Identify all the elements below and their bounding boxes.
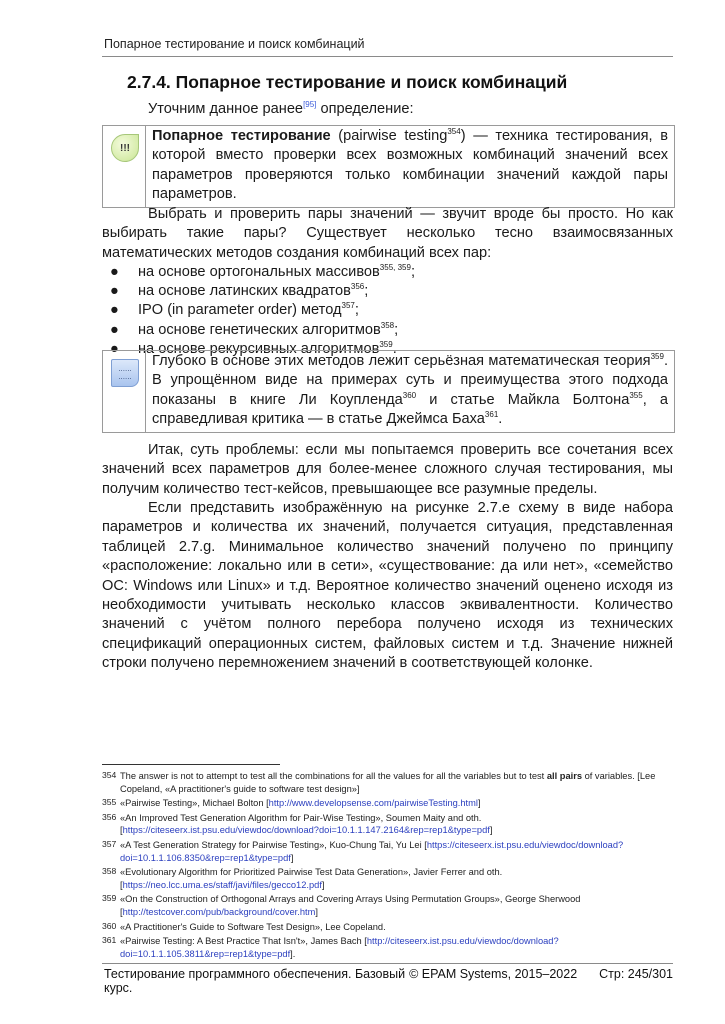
running-header: Попарное тестирование и поиск комбинаций: [104, 37, 365, 51]
footnote-link[interactable]: http://www.developsense.com/pairwiseTesting.html: [268, 798, 478, 809]
list-item-text: на основе ортогональных массивов: [138, 264, 380, 280]
footnote-link[interactable]: http://citeseerx.ist.psu.edu/viewdoc/download?doi=10.1.1.105.3811&rep=rep1&type=pdf: [120, 936, 559, 959]
footnote-text: «A Test Generation Strategy for Pairwise Testing», Kuo-Chung Tai, Yu Lei [: [120, 839, 427, 850]
bullet-icon: ●: [110, 302, 119, 319]
definition-text-part: (pairwise testing: [330, 128, 448, 144]
exclamation-note-icon: !!!: [111, 134, 139, 162]
footnote-number: 361: [102, 935, 117, 946]
table-description-paragraph: Если представить изображённую на рисунке 2.7.e схему в виде набора параметров и количества их значений, получается ситуация, представленная таблицей 2.7.g. Минимальное количество значений получено по принципу «расположение: локально или в сети», «существование: да или нет», «семейство ОС: Windows или Linux» и т.д. Вероятное количество значений оценено исходя из необходимости учитывать несколько классов эквивалентности. Количество значений с учётом полного перебора получено исходя из технических спецификаций операционных систем, файловых систем и т.д. Значение нижней строки получено перемножением значений в соответствующей колонке.: [102, 500, 673, 672]
note-text-part: Глубоко в основе этих методов лежит серьёзная математическая теория: [152, 353, 651, 369]
footnote-item: [102, 866, 673, 891]
bullet-icon: ●: [110, 283, 119, 300]
list-item-text: на основе генетических алгоритмов: [138, 321, 381, 338]
footnote-text: ]: [321, 879, 325, 890]
footnote-text: «Pairwise Testing», Michael Bolton [: [120, 798, 269, 809]
footer-copyright: © EPAM Systems, 2015–2022: [409, 967, 578, 981]
footnote-ref[interactable]: 360: [402, 390, 417, 400]
definition-text: [146, 126, 674, 207]
list-item: [102, 301, 673, 320]
footer-divider: [102, 963, 673, 964]
footnote-item: [102, 770, 673, 795]
page-footer: [104, 967, 673, 995]
footnote-link[interactable]: https://neo.lcc.uma.es/staff/javi/files/gecco12.pdf: [122, 879, 322, 890]
footnote-number: 356: [102, 811, 117, 822]
methods-paragraph: Выбрать и проверить пары значений — звучит вроде бы просто. Но как выбирать такие пары? Существует несколько тесно взаимосвязанных математических методов создания комбинаций всех пар:: [102, 206, 673, 261]
footnote-ref[interactable]: 359: [379, 339, 393, 349]
footnote-item: [102, 797, 673, 810]
list-item-end: ;: [410, 264, 415, 280]
note-box: [102, 350, 675, 433]
footnote-text: ]: [489, 825, 493, 836]
list-item-text: на основе латинских квадратов: [138, 283, 351, 300]
definition-text-part: ) — техника тестирования, в которой вместо проверки всех возможных комбинаций значений всех параметров проверяются только комбинации значений каждой пары параметров.: [152, 128, 668, 203]
footnote-number: 359: [102, 893, 117, 904]
footnote-ref[interactable]: 355: [629, 390, 643, 400]
footnote-text: ]: [477, 798, 481, 809]
footnote-ref[interactable]: 357: [341, 301, 355, 311]
list-item: [102, 282, 673, 301]
intro-text-end: определение:: [316, 101, 414, 117]
footnote-link[interactable]: http://testcover.com/pub/background/cover.htm: [122, 906, 316, 917]
footnote-text: «A Practitioner's Guide to Software Test Design», Lee Copeland.: [120, 921, 386, 932]
bullet-icon: ●: [110, 340, 119, 357]
definition-icon-cell: [103, 126, 146, 207]
note-text-part: , а справедливая критика — в статье Джеймса Баха: [152, 391, 668, 428]
footnote-text: «On the Construction of Orthogonal Arrays and Covering Arrays Using Permutation Groups», George Sherwood [: [120, 894, 581, 917]
footnote-item: [102, 839, 673, 864]
footnote-text: ]: [290, 852, 294, 863]
list-item-text: на основе рекурсивных алгоритмов: [138, 340, 380, 357]
intro-text: Уточним данное ранее: [148, 101, 304, 117]
bullet-icon: ●: [110, 264, 119, 280]
note-icon-line: ......: [118, 372, 132, 381]
intro-paragraph: [148, 100, 673, 119]
footer-book-title: Тестирование программного обеспечения. Базовый курс.: [104, 967, 406, 995]
footnote-text: The answer is not to attempt to test all the combinations for all the values for all the variables but to test: [120, 771, 547, 781]
footnote-text: «An Improved Test Generation Algorithm for Pair-Wise Testing», Soumen Maity and oth. [: [120, 812, 482, 836]
header-divider: [102, 56, 673, 57]
note-text-part: и статье Майкла Болтона: [416, 391, 630, 408]
footnote-link[interactable]: https://citeseerx.ist.psu.edu/viewdoc/download?doi=10.1.1.106.8350&rep=rep1&type=pdf: [120, 839, 624, 863]
footer-page-number: Стр: 245/301: [599, 967, 673, 981]
footnote-number: 354: [102, 770, 117, 780]
definition-term: Попарное тестирование: [152, 128, 331, 144]
note-text: [146, 351, 674, 432]
footnote-text: «Evolutionary Algorithm for Prioritized Pairwise Test Data Generation», Javier Ferrer and oth. [: [120, 867, 503, 890]
list-item-end: .: [392, 340, 397, 357]
definition-box: [102, 125, 675, 208]
list-item-text: IPO (in parameter order) метод: [138, 302, 342, 319]
note-text-part: . В упрощённом виде на примерах суть и преимущества этого подхода показаны в книге Ли Коупленда: [152, 353, 668, 408]
footnote-link[interactable]: https://citeseerx.ist.psu.edu/viewdoc/download?doi=10.1.1.147.2164&rep=rep1&type=pdf: [122, 825, 490, 836]
list-item: [102, 321, 673, 340]
footnote-item: [102, 812, 673, 837]
footnote-text: all pairs: [546, 771, 582, 781]
list-item-end: ;: [364, 283, 369, 300]
problem-paragraph: Итак, суть проблемы: если мы попытаемся проверить все сочетания всех значений всех параметров для более-менее сложного случая тестирования, мы получим количество тест-кейсов, превышающее все разумные пределы.: [102, 442, 673, 497]
list-item-end: ;: [354, 302, 359, 319]
note-text-part: .: [498, 411, 503, 428]
footnote-number: 355: [102, 797, 117, 808]
footnote-ref[interactable]: 359: [650, 352, 664, 362]
section-title: 2.7.4. Попарное тестирование и поиск комбинаций: [127, 72, 568, 92]
footnote-item: [102, 921, 673, 934]
note-icon-cell: [103, 351, 146, 432]
footnote-ref[interactable]: 358: [380, 320, 395, 330]
footnote-text: ]: [315, 906, 318, 917]
reference-link[interactable]: [95]: [303, 100, 317, 110]
footnote-ref[interactable]: 354: [447, 127, 461, 137]
note-icon-line: ......: [118, 364, 132, 373]
footnote-text: of variables. [Lee Copeland, «A practitioner's guide to software test design»]: [120, 771, 656, 794]
footnote-number: 358: [102, 866, 117, 877]
list-item: [102, 263, 673, 282]
footnote-text: «Pairwise Testing: A Best Practice That Isn't», James Bach [: [120, 936, 367, 947]
footnote-item: [102, 893, 673, 918]
footnote-number: 357: [102, 838, 117, 849]
footnote-item: [102, 935, 673, 960]
note-document-icon: [111, 359, 139, 387]
footnote-ref[interactable]: 356: [350, 282, 365, 292]
footnote-ref[interactable]: 355, 359: [379, 263, 411, 273]
footnote-divider: [102, 764, 280, 765]
footnote-number: 360: [102, 920, 117, 931]
footnote-text: ].: [290, 948, 296, 959]
bullet-icon: ●: [110, 321, 119, 338]
footnotes: [102, 770, 673, 962]
footnote-ref[interactable]: 361: [484, 410, 499, 420]
list-item-end: ;: [394, 321, 399, 338]
